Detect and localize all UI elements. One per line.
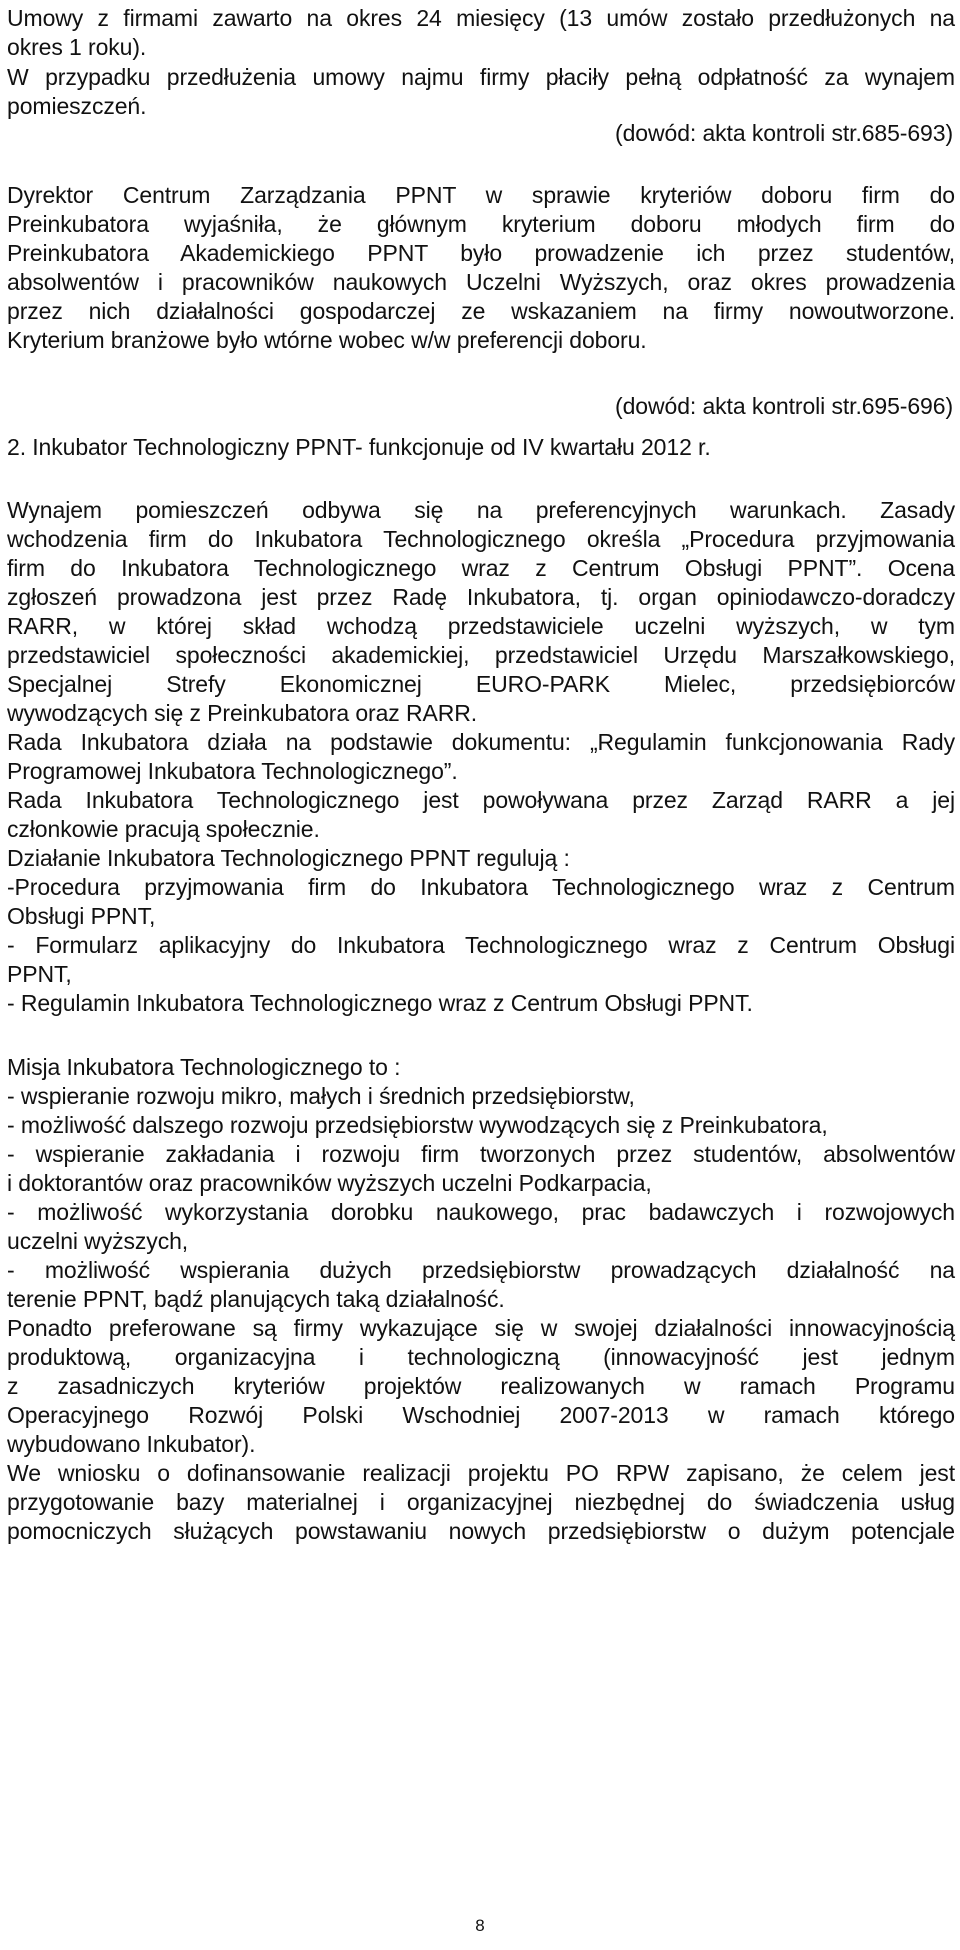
text-line: przygotowanie bazy materialnej i organizacyjnej niezbędnej do świadczenia usług [7, 1489, 955, 1515]
text-line: zgłoszeń prowadzona jest przez Radę Inkubatora, tj. organ opiniodawczo-doradczy [7, 584, 955, 610]
text-line: - możliwość dalszego rozwoju przedsiębiorstw wywodzących się z Preinkubatora, [7, 1112, 828, 1138]
text-line: Specjalnej Strefy Ekonomicznej EURO-PARK Mielec, przedsiębiorców [7, 671, 955, 697]
text-line: Ponadto preferowane są firmy wykazujące się w swojej działalności innowacyjnością [7, 1315, 955, 1341]
text-line: Preinkubatora wyjaśniła, że głównym kryterium doboru młodych firm do [7, 211, 955, 237]
text-line: PPNT, [7, 961, 72, 987]
text-line: RARR, w której skład wchodzą przedstawiciele uczelni wyższych, w tym [7, 613, 955, 639]
text-line: Działanie Inkubatora Technologicznego PPNT regulują : [7, 845, 570, 871]
text-line: pomieszczeń. [7, 93, 147, 119]
page-number: 8 [475, 1916, 485, 1935]
text-line: absolwentów i pracowników naukowych Uczelni Wyższych, oraz okres prowadzenia [7, 269, 955, 295]
text-line: Programowej Inkubatora Technologicznego”. [7, 758, 458, 784]
text-line: uczelni wyższych, [7, 1228, 189, 1254]
evidence-note: (dowód: akta kontroli str.685-693) [615, 120, 953, 146]
text-line: wywodzących się z Preinkubatora oraz RARR. [7, 700, 478, 726]
text-line: Rada Inkubatora działa na podstawie dokumentu: „Regulamin funkcjonowania Rady [7, 729, 955, 755]
text-line: Misja Inkubatora Technologicznego to : [7, 1054, 401, 1080]
text-line: Preinkubatora Akademickiego PPNT było prowadzenie ich przez studentów, [7, 240, 955, 266]
text-line: W przypadku przedłużenia umowy najmu firmy płaciły pełną odpłatność za wynajem [7, 64, 955, 90]
text-line: - wspieranie rozwoju mikro, małych i średnich przedsiębiorstw, [7, 1083, 635, 1109]
text-line: Kryterium branżowe było wtórne wobec w/w preferencji doboru. [7, 327, 647, 353]
text-line: wchodzenia firm do Inkubatora Technologicznego określa „Procedura przyjmowania [7, 526, 955, 552]
text-line: okres 1 roku). [7, 34, 147, 60]
text-line: - możliwość wspierania dużych przedsiębiorstw prowadzących działalność na [7, 1257, 955, 1283]
text-line: członkowie pracują społecznie. [7, 816, 320, 842]
text-line: Rada Inkubatora Technologicznego jest powoływana przez Zarząd RARR a jej [7, 787, 955, 813]
text-line: -Procedura przyjmowania firm do Inkubatora Technologicznego wraz z Centrum [7, 874, 955, 900]
text-line: z zasadniczych kryteriów projektów realizowanych w ramach Programu [7, 1373, 955, 1399]
text-line: terenie PPNT, bądź planujących taką działalność. [7, 1286, 505, 1312]
text-line: przez nich działalności gospodarczej ze wskazaniem na firmy nowoutworzone. [7, 298, 955, 324]
section-heading: 2. Inkubator Technologiczny PPNT- funkcjonuje od IV kwartału 2012 r. [7, 434, 711, 460]
evidence-note: (dowód: akta kontroli str.695-696) [615, 393, 953, 419]
text-line: przedstawiciel społeczności akademickiej, przedstawiciel Urzędu Marszałkowskiego, [7, 642, 955, 668]
text-line: Umowy z firmami zawarto na okres 24 miesięcy (13 umów zostało przedłużonych na [7, 5, 955, 31]
text-line: - Regulamin Inkubatora Technologicznego wraz z Centrum Obsługi PPNT. [7, 990, 753, 1016]
text-line: i doktorantów oraz pracowników wyższych uczelni Podkarpacia, [7, 1170, 652, 1196]
text-line: wybudowano Inkubator). [7, 1431, 256, 1457]
text-line: - wspieranie zakładania i rozwoju firm tworzonych przez studentów, absolwentów [7, 1141, 955, 1167]
text-line: Dyrektor Centrum Zarządzania PPNT w sprawie kryteriów doboru firm do [7, 182, 955, 208]
text-line: - możliwość wykorzystania dorobku naukowego, prac badawczych i rozwojowych [7, 1199, 955, 1225]
text-line: produktową, organizacyjna i technologiczną (innowacyjność jest jednym [7, 1344, 955, 1370]
text-line: firm do Inkubatora Technologicznego wraz z Centrum Obsługi PPNT”. Ocena [7, 555, 955, 581]
text-line: Operacyjnego Rozwój Polski Wschodniej 2007-2013 w ramach którego [7, 1402, 955, 1428]
text-line: pomocniczych służących powstawaniu nowych przedsiębiorstw o dużym potencjale [7, 1518, 955, 1544]
text-line: We wniosku o dofinansowanie realizacji projektu PO RPW zapisano, że celem jest [7, 1460, 955, 1486]
text-line: Wynajem pomieszczeń odbywa się na preferencyjnych warunkach. Zasady [7, 497, 955, 523]
text-line: - Formularz aplikacyjny do Inkubatora Technologicznego wraz z Centrum Obsługi [7, 932, 955, 958]
text-line: Obsługi PPNT, [7, 903, 156, 929]
